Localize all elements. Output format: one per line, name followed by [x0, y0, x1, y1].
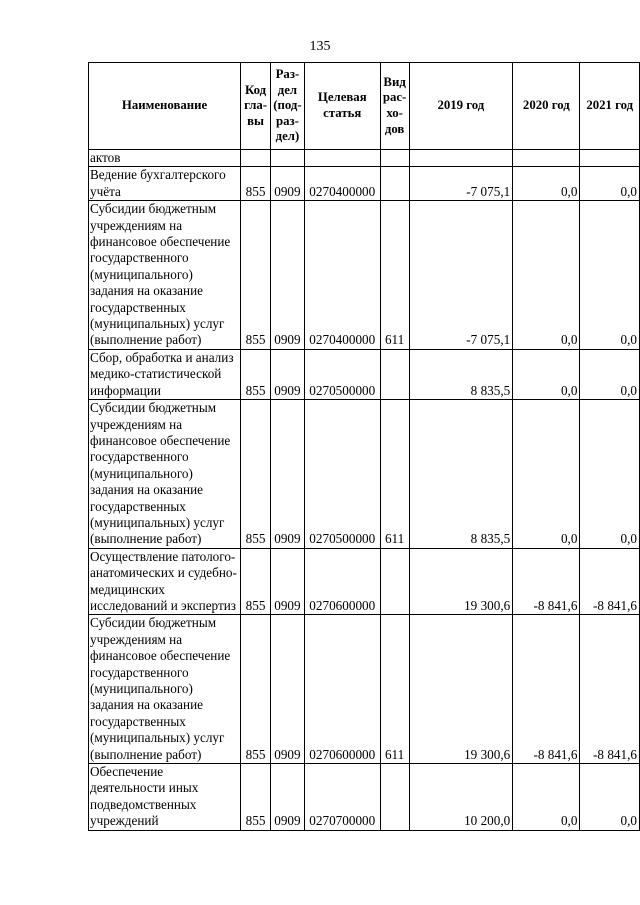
cell-type: 611: [380, 201, 409, 350]
cell-2021: 0,0: [580, 349, 640, 399]
cell-2019: 19 300,6: [409, 615, 513, 764]
cell-2020: 0,0: [513, 167, 580, 201]
cell-2019: -7 075,1: [409, 201, 513, 350]
table-row-continuation: [89, 150, 640, 167]
cell-2019: 10 200,0: [409, 764, 513, 831]
cell-name: Ведение бухгалтерского учёта: [89, 167, 241, 201]
cell-2019: 19 300,6: [409, 548, 513, 615]
cell-2019: -7 075,1: [409, 167, 513, 201]
cell-name: Осуществление патолого-анатомических и судебно-медицинских исследований и экспертиз: [89, 548, 241, 615]
cell-code: 855: [241, 349, 271, 399]
cell-2020: 0,0: [513, 764, 580, 831]
cell-2021: -8 841,6: [580, 548, 640, 615]
header-chapter-code: Код гла-вы: [241, 63, 271, 150]
cell-target: 0270700000: [304, 764, 380, 831]
cell-code: 855: [241, 400, 271, 549]
cell-name: Сбор, обработка и анализ медико-статистической информации: [89, 349, 241, 399]
page-number: 135: [309, 39, 331, 54]
cell-target: 0270500000: [304, 349, 380, 399]
cell-2019: 8 835,5: [409, 400, 513, 549]
header-expense-type: Вид рас-хо-дов: [380, 63, 409, 150]
cell-2020: 0,0: [513, 349, 580, 399]
table-row: [89, 615, 640, 764]
cell-section: 0909: [270, 349, 304, 399]
cell-type: [380, 167, 409, 201]
header-target-item: Целевая статья: [304, 63, 380, 150]
header-section: Раз-дел (под-раз-дел): [270, 63, 304, 150]
cell-code: 855: [241, 764, 271, 831]
table-row: [89, 201, 640, 350]
cell-2021: 0,0: [580, 201, 640, 350]
cell-2019: 8 835,5: [409, 349, 513, 399]
table-header-row: [89, 63, 640, 150]
cell-section: 0909: [270, 764, 304, 831]
cell-type: 611: [380, 615, 409, 764]
cell-name: Субсидии бюджетным учреждениям на финансовое обеспечение государственного (муниципального) задания на оказание государственных (муниципальных) услуг (выполнение работ): [89, 615, 241, 764]
cell-target: 0270400000: [304, 167, 380, 201]
table-row: [89, 349, 640, 399]
cell-type: [380, 349, 409, 399]
cell-2020: 0,0: [513, 201, 580, 350]
header-2021: 2021 год: [580, 63, 640, 150]
cell-name: актов: [89, 150, 241, 167]
cell-code: 855: [241, 548, 271, 615]
cell-2020: -8 841,6: [513, 615, 580, 764]
budget-table: [88, 62, 640, 831]
table-row: [89, 400, 640, 549]
header-2020: 2020 год: [513, 63, 580, 150]
cell-section: 0909: [270, 548, 304, 615]
cell-type: [380, 548, 409, 615]
header-name: Наименование: [89, 63, 241, 150]
header-2019: 2019 год: [409, 63, 513, 150]
table-row: [89, 764, 640, 831]
table-row: [89, 167, 640, 201]
cell-2021: 0,0: [580, 167, 640, 201]
cell-section: 0909: [270, 400, 304, 549]
cell-2021: 0,0: [580, 764, 640, 831]
cell-2021: -8 841,6: [580, 615, 640, 764]
cell-type: [380, 764, 409, 831]
cell-section: 0909: [270, 167, 304, 201]
cell-target: 0270600000: [304, 548, 380, 615]
cell-target: 0270500000: [304, 400, 380, 549]
cell-type: 611: [380, 400, 409, 549]
cell-code: 855: [241, 167, 271, 201]
cell-target: 0270400000: [304, 201, 380, 350]
cell-name: Обеспечение деятельности иных подведомственных учреждений: [89, 764, 241, 831]
cell-2020: 0,0: [513, 400, 580, 549]
cell-section: 0909: [270, 615, 304, 764]
cell-code: 855: [241, 615, 271, 764]
cell-section: 0909: [270, 201, 304, 350]
cell-name: Субсидии бюджетным учреждениям на финансовое обеспечение государственного (муниципального) задания на оказание государственных (муниципальных) услуг (выполнение работ): [89, 400, 241, 549]
cell-2020: -8 841,6: [513, 548, 580, 615]
table-row: [89, 548, 640, 615]
cell-2021: 0,0: [580, 400, 640, 549]
cell-name: Субсидии бюджетным учреждениям на финансовое обеспечение государственного (муниципального) задания на оказание государственных (муниципальных) услуг (выполнение работ): [89, 201, 241, 350]
cell-code: 855: [241, 201, 271, 350]
cell-target: 0270600000: [304, 615, 380, 764]
